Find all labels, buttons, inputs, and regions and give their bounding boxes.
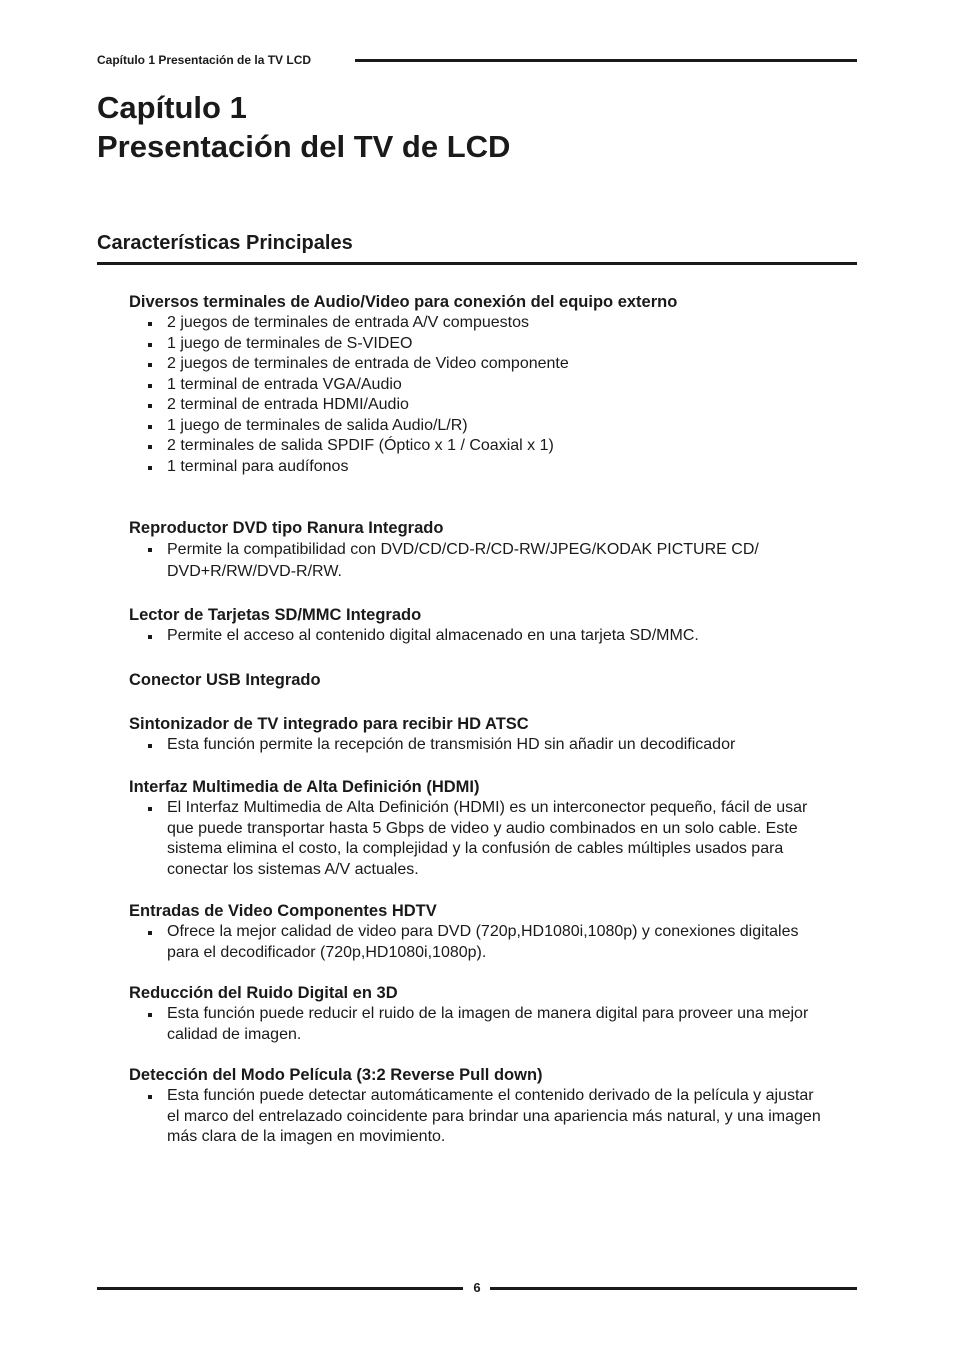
list-item: [129, 354, 829, 375]
list-item: [129, 735, 829, 756]
list-item: [129, 334, 829, 355]
bullet-text: 1 terminal para audífonos: [167, 457, 349, 475]
feature-av-terminals: [129, 292, 829, 477]
feature-title: Reproductor DVD tipo Ranura Integrado: [129, 519, 444, 537]
feature-3d-noise-reduction: [129, 983, 829, 1045]
bullet-icon: [148, 548, 152, 552]
footer-rule-left: [97, 1287, 463, 1290]
bullet-icon: [148, 744, 152, 748]
feature-title: Detección del Modo Película (3:2 Reverse Pull down): [129, 1066, 543, 1084]
bullet-icon: [148, 466, 152, 470]
feature-dvd-player: [129, 518, 829, 583]
list-item: [129, 798, 829, 880]
feature-title: Diversos terminales de Audio/Video para conexión del equipo externo: [129, 293, 678, 311]
bullet-list: [129, 539, 829, 583]
bullet-text: Esta función puede reducir el ruido de la imagen de manera digital para proveer una mejor calidad de imagen.: [167, 1005, 809, 1043]
list-item: [129, 313, 829, 334]
bullet-list: [129, 798, 829, 880]
bullet-icon: [148, 635, 152, 639]
footer-rule-right: [490, 1287, 857, 1290]
bullet-text: Esta función permite la recepción de transmisión HD sin añadir un decodificador: [167, 736, 736, 753]
bullet-icon: [148, 322, 152, 326]
bullet-text: 1 juego de terminales de S-VIDEO: [167, 334, 413, 352]
bullet-icon: [148, 931, 152, 935]
section-title: Características Principales: [97, 232, 353, 254]
bullet-icon: [148, 363, 152, 367]
page-number: 6: [473, 1280, 481, 1295]
list-item: [129, 395, 829, 416]
feature-title: Conector USB Integrado: [129, 671, 321, 689]
bullet-text: 1 terminal de entrada VGA/Audio: [167, 375, 402, 393]
header-rule: [355, 59, 857, 62]
bullet-icon: [148, 384, 152, 388]
bullet-text: 1 juego de terminales de salida Audio/L/R): [167, 416, 468, 434]
list-item: [129, 436, 829, 457]
feature-title: Sintonizador de TV integrado para recibir HD ATSC: [129, 715, 529, 733]
bullet-icon: [148, 807, 152, 811]
feature-film-mode-detection: [129, 1065, 829, 1148]
bullet-text: Permite la compatibilidad con DVD/CD/CD-R/CD-RW/JPEG/KODAK PICTURE CD/ DVD+R/RW/DVD-R/RW.: [167, 541, 759, 580]
chapter-number: Capítulo 1: [97, 90, 247, 125]
chapter-name: Presentación del TV de LCD: [97, 129, 511, 164]
bullet-icon: [148, 1013, 152, 1017]
bullet-list: [129, 313, 829, 477]
bullet-list: [129, 735, 829, 756]
section-rule: [97, 262, 857, 265]
bullet-text: 2 juegos de terminales de entrada A/V compuestos: [167, 314, 529, 331]
feature-atsc-tuner: [129, 714, 829, 756]
bullet-text: Ofrece la mejor calidad de video para DVD (720p,HD1080i,1080p) y conexiones digitales para el decodificador (720p,HD1080i,1080p).: [167, 923, 799, 961]
running-header: Capítulo 1 Presentación de la TV LCD: [97, 53, 312, 67]
list-item: [129, 922, 829, 963]
bullet-list: [129, 626, 829, 647]
bullet-text: Permite el acceso al contenido digital almacenado en una tarjeta SD/MMC.: [167, 627, 699, 644]
feature-usb-connector: [129, 670, 829, 691]
list-item: [129, 416, 829, 437]
list-item: [129, 539, 829, 583]
list-item: [129, 375, 829, 396]
list-item: [129, 1086, 829, 1148]
bullet-text: 2 terminal de entrada HDMI/Audio: [167, 396, 409, 413]
bullet-icon: [148, 1095, 152, 1099]
feature-title: Interfaz Multimedia de Alta Definición (HDMI): [129, 778, 480, 796]
bullet-list: [129, 1004, 829, 1045]
list-item: [129, 626, 829, 647]
feature-title: Lector de Tarjetas SD/MMC Integrado: [129, 606, 422, 624]
bullet-icon: [148, 404, 152, 408]
feature-hdmi: [129, 777, 829, 880]
bullet-text: 2 juegos de terminales de entrada de Video componente: [167, 355, 569, 372]
feature-component-video: [129, 901, 829, 963]
list-item: [129, 457, 829, 478]
feature-card-reader: [129, 605, 829, 647]
bullet-text: Esta función puede detectar automáticamente el contenido derivado de la película y ajustar el marco del entrelazado coincidente para brindar una apariencia más natural, y una imagen más clara de la imagen en movimiento.: [167, 1087, 821, 1145]
chapter-title: [97, 88, 510, 166]
bullet-text: 2 terminales de salida SPDIF (Óptico x 1 / Coaxial x 1): [167, 437, 554, 454]
feature-title: Entradas de Video Componentes HDTV: [129, 902, 437, 920]
bullet-list: [129, 1086, 829, 1148]
list-item: [129, 1004, 829, 1045]
bullet-icon: [148, 343, 152, 347]
bullet-text: El Interfaz Multimedia de Alta Definición (HDMI) es un interconector pequeño, fácil de usar que puede transportar hasta 5 Gbps de video y audio combinados en un solo cable. Este sistema elimina el costo, la complejidad y la confusión de cables múltiples usados para conectar los sistemas A/V actuales.: [167, 799, 808, 878]
bullet-icon: [148, 445, 152, 449]
feature-title: Reducción del Ruido Digital en 3D: [129, 984, 398, 1002]
bullet-icon: [148, 425, 152, 429]
bullet-list: [129, 922, 829, 963]
